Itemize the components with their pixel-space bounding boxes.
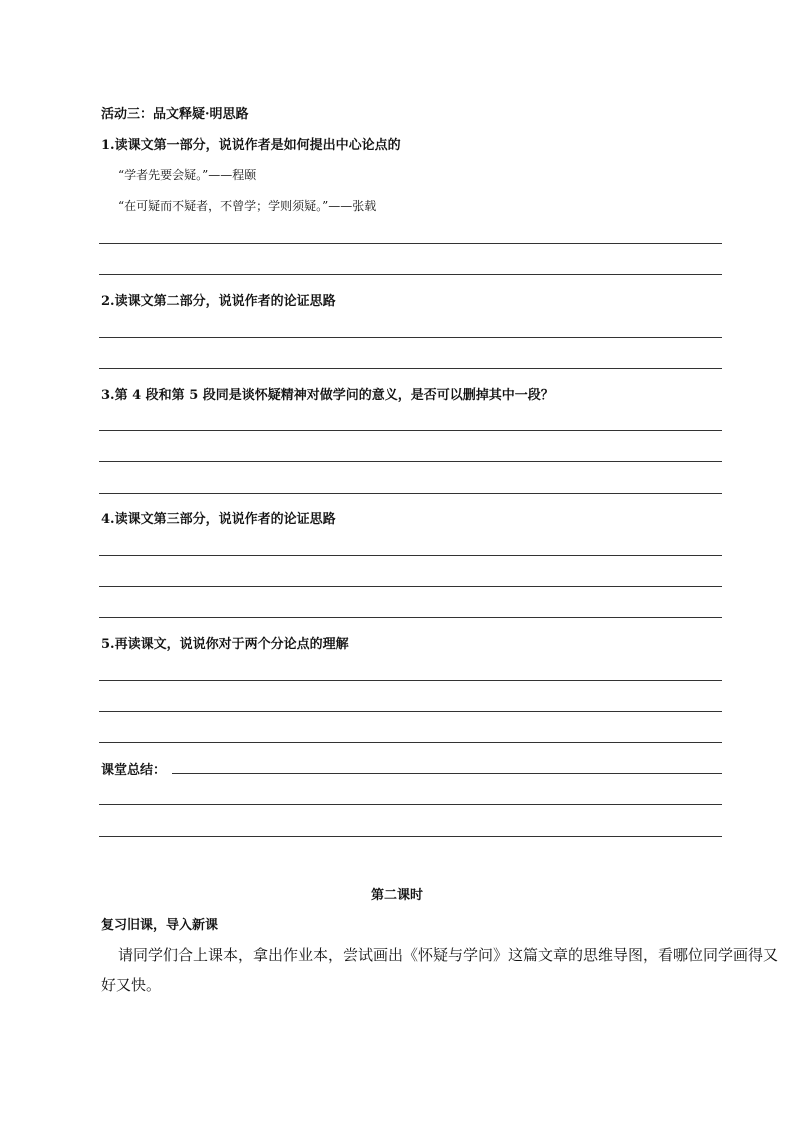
question-2: 2.读课文第二部分，说说作者的论证思路 — [101, 294, 336, 309]
answer-line[interactable] — [99, 555, 722, 556]
activity-title: 活动三：品文释疑·明思路 — [101, 107, 249, 122]
answer-line[interactable] — [99, 742, 722, 743]
summary-line[interactable] — [172, 773, 722, 774]
question-1: 1.读课文第一部分，说说作者是如何提出中心论点的 — [101, 138, 401, 153]
section-subtitle: 复习旧课，导入新课 — [101, 918, 219, 933]
answer-line[interactable] — [99, 804, 722, 805]
quote-cheng-yi: “学者先要会疑。”——程颐 — [118, 168, 257, 182]
paragraph-line: 好又快。 — [101, 976, 162, 994]
quote-zhang-zai: “在可疑而不疑者，不曾学；学则须疑。”——张载 — [118, 199, 377, 213]
answer-line[interactable] — [99, 337, 722, 338]
answer-line[interactable] — [99, 680, 722, 681]
paragraph-line: 请同学们合上课本，拿出作业本，尝试画出《怀疑与学问》这篇文章的思维导图，看哪位同学画得又 — [118, 946, 779, 964]
answer-line[interactable] — [99, 493, 722, 494]
question-4: 4.读课文第三部分，说说作者的论证思路 — [101, 512, 336, 527]
answer-line[interactable] — [99, 617, 722, 618]
answer-line[interactable] — [99, 368, 722, 369]
answer-line[interactable] — [99, 430, 722, 431]
answer-line[interactable] — [99, 586, 722, 587]
answer-line[interactable] — [99, 836, 722, 837]
question-5: 5.再读课文，说说你对于两个分论点的理解 — [101, 637, 349, 652]
answer-line[interactable] — [99, 461, 722, 462]
section-title: 第二课时 — [370, 888, 423, 903]
answer-line[interactable] — [99, 711, 722, 712]
question-3: 3.第 4 段和第 5 段同是谈怀疑精神对做学问的意义，是否可以删掉其中一段？ — [101, 388, 554, 403]
answer-line[interactable] — [99, 274, 722, 275]
summary-label: 课堂总结： — [101, 763, 167, 778]
answer-line[interactable] — [99, 243, 722, 244]
